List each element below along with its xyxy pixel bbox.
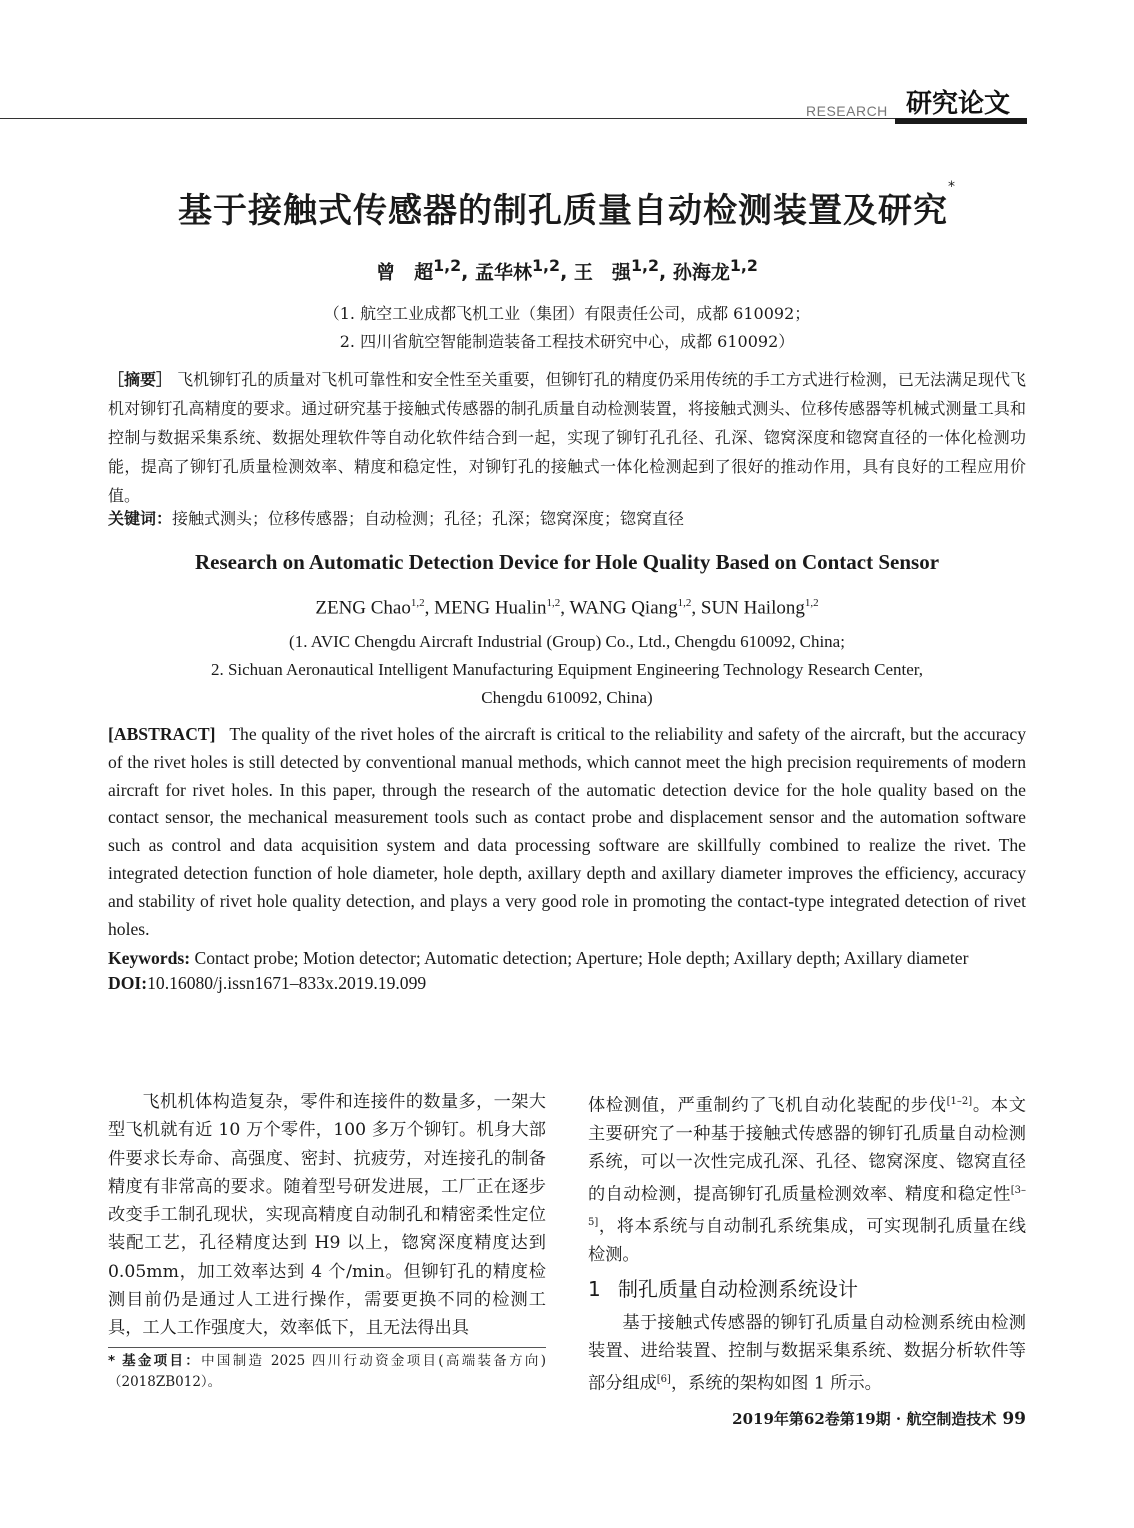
citation: [1–2] <box>946 1096 973 1107</box>
author-en-sup: 1,2 <box>804 597 819 609</box>
body-paragraph <box>588 1309 1026 1398</box>
author-en-sup: 1,2 <box>410 597 425 609</box>
paper-title-cn-text: 基于接触式传感器的制孔质量自动检测装置及研究 <box>178 191 948 231</box>
affiliation-cn-1: （1. 航空工业成都飞机工业（集团）有限责任公司，成都 610092； <box>323 304 811 323</box>
footnote <box>108 1351 546 1393</box>
affiliation-en-3: Chengdu 610092, China) <box>481 688 653 707</box>
authors-cn: 曾 超$^{1,2}$, 孟华林$^{1,2}$, 王 强$^{1,2}$, 孙海龙$^{1,2}$ <box>376 256 758 284</box>
keywords-en-text: Contact probe; Motion detector; Automatic detection; Aperture; Hole depth; Axillary depth; Axillary diameter <box>194 948 969 968</box>
author-cn: 孙海龙 <box>672 261 730 284</box>
abstract-cn-label: ［摘要］ <box>108 370 173 389</box>
header-section-cn: 研究论文 <box>906 89 1011 119</box>
section-title: 制孔质量自动检测系统设计 <box>618 1277 858 1301</box>
footnote-label: * 基金项目： <box>108 1353 202 1369</box>
keywords-cn-label: 关键词： <box>108 509 173 528</box>
keywords-cn-text: 接触式测头；位移传感器；自动检测；孔径；孔深；锪窝深度；锪窝直径 <box>172 509 685 528</box>
body-left-column <box>108 1088 546 1343</box>
affiliation-en-2: 2. Sichuan Aeronautical Intelligent Manufacturing Equipment Engineering Technology Research Center, <box>210 660 924 679</box>
author-en: MENG Hualin <box>434 597 547 619</box>
footnote-rule <box>108 1347 546 1348</box>
author-en: SUN Hailong <box>700 597 805 619</box>
author-cn-sup: 1,2 <box>630 256 659 275</box>
page-footer <box>732 1408 1026 1429</box>
keywords-en <box>108 945 1038 973</box>
citation: [6] <box>656 1373 671 1385</box>
keywords-en-label: Keywords: <box>108 948 191 968</box>
paper-title-en: Research on Automatic Detection Device for Hole Quality Based on Contact Sensor <box>194 550 940 574</box>
doi <box>108 973 426 994</box>
citation: [3–5] <box>588 1184 1026 1228</box>
author-cn: 王 强 <box>573 261 631 284</box>
body-text: 。本文主要研究了一种基于接触式传感器的铆钉孔质量自动检测系统，可以一次性完成孔深、孔径、锪窝深度、锪窝直径的自动检测，提高铆钉孔质量检测效率、精度和稳定性 <box>588 1095 1026 1205</box>
section-body <box>588 1309 1026 1398</box>
abstract-en-label: [ABSTRACT] <box>108 724 216 744</box>
abstract-cn <box>108 365 1026 510</box>
paper-title-cn <box>0 179 1134 232</box>
author-en-sup: 1,2 <box>546 597 561 609</box>
author-en: WANG Qiang <box>569 597 678 619</box>
doi-text: 10.16080/j.issn1671–833x.2019.19.099 <box>147 973 427 993</box>
paper-title-cn-mark: * <box>948 179 956 195</box>
author-cn-sup: 1,2 <box>532 256 561 275</box>
header-rule <box>0 118 895 119</box>
body-text: ，将本系统与自动制孔系统集成，可实现制孔质量在线检测。 <box>588 1216 1026 1265</box>
body-text: 体检测值，严重制约了飞机自动化装配的步伐 <box>588 1095 947 1116</box>
journal-info: 2019年第62卷第19期 · 航空制造技术 <box>732 1410 997 1428</box>
body-text: 基于接触式传感器的铆钉孔质量自动检测系统由检测装置、进给装置、控制与数据采集系统、数据分析软件等部分组成 <box>588 1313 1026 1394</box>
keywords-cn <box>108 505 1026 533</box>
author-en: ZENG Chao <box>315 597 411 619</box>
body-paragraph <box>588 1088 1026 1269</box>
author-cn: 曾 超 <box>376 261 434 284</box>
author-cn: 孟华林 <box>475 261 533 284</box>
page-number: 99 <box>1002 1409 1026 1429</box>
affiliation-cn-2: 2. 四川省航空智能制造装备工程技术研究中心，成都 610092） <box>339 332 795 351</box>
author-cn-sup: 1,2 <box>729 256 758 275</box>
abstract-en-text: The quality of the rivet holes of the aircraft is critical to the reliability and safety of the aircraft, but the accuracy of the rivet holes is still detected by conventional manual methods, which cannot meet the high precision requirements of modern aircraft for rivet holes. In this paper, through the research of the automatic detection device for the hole quality based on the contact sensor, the mechanical measurement tools such as contact probe and displacement sensor and the automation software such as control and data acquisition system and data processing software are skillfully combined to realize the rivet. The integrated detection function of hole diameter, hole depth, axillary depth and axillary diameter improves the efficiency, accuracy and stability of rivet hole quality detection, and plays a very good role in promoting the contact-type integrated detection of rivet holes. <box>108 724 1026 939</box>
body-right-column <box>588 1088 1026 1269</box>
author-cn-sup: 1,2 <box>433 256 462 275</box>
author-en-sup: 1,2 <box>677 597 692 609</box>
footnote-text: 中国制造 2025 四川行动资金项目(高端装备方向)（2018ZB012）。 <box>108 1353 546 1390</box>
affiliation-en-1: (1. AVIC Chengdu Aircraft Industrial (Group) Co., Ltd., Chengdu 610092, China; <box>289 632 845 651</box>
body-paragraph: 飞机机体构造复杂，零件和连接件的数量多，一架大型飞机就有近 10 万个零件，100 多万个铆钉。机身大部件要求长寿命、高强度、密封、抗疲劳，对连接孔的制备精度有非常高的要求。随着型号研发进展，工厂正在逐步改变手工制孔现状，实现高精度自动制孔和精密柔性定位装配工艺，孔径精度达到 H9 以上，锪窝深度精度达到 0.05mm，加工效率达到 4 个/min。但铆钉孔的精度检测目前仍是通过人工进行操作，需要更换不同的检测工具，工人工作强度大，效率低下，且无法得出具 <box>108 1092 546 1339</box>
doi-label: DOI: <box>108 973 148 993</box>
section-number: 1 <box>588 1277 601 1301</box>
abstract-cn-text: 飞机铆钉孔的质量对飞机可靠性和安全性至关重要，但铆钉孔的精度仍采用传统的手工方式进行检测，已无法满足现代飞机对铆钉孔高精度的要求。通过研究基于接触式传感器的制孔质量自动检测装置，将接触式测头、位移传感器等机械式测量工具和控制与数据采集系统、数据处理软件等自动化软件结合到一起，实现了铆钉孔孔径、孔深、锪窝深度和锪窝直径的一体化检测功能，提高了铆钉孔质量检测效率、精度和稳定性，对铆钉孔的接触式一体化检测起到了很好的推动作用，具有良好的工程应用价值。 <box>108 370 1026 505</box>
header-section-en: RESEARCH <box>806 103 888 119</box>
section-heading <box>588 1273 858 1302</box>
abstract-en <box>108 721 1026 943</box>
body-text: ，系统的架构如图 1 所示。 <box>670 1373 882 1394</box>
authors-en: ZENG Chao$^{1,2}$, MENG Hualin$^{1,2}$, WANG Qiang$^{1,2}$, SUN Hailong$^{1,2}$ <box>315 597 819 619</box>
